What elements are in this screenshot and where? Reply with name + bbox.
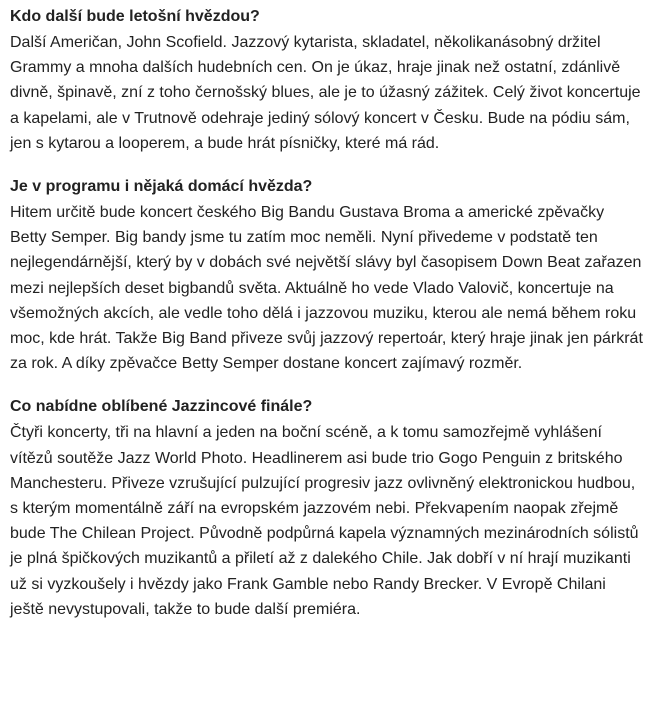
question-heading: Kdo další bude letošní hvězdou? [10, 8, 260, 25]
qa-section-2 [10, 174, 644, 376]
question-heading: Je v programu i nějaká domácí hvězda? [10, 178, 313, 196]
qa-section-1 [10, 4, 644, 156]
qa-section-3 [10, 394, 644, 622]
answer-paragraph: Čtyři koncerty, tři na hlavní a jeden na boční scéně, a k tomu samozřejmě vyhlášení vítězů soutěže Jazz World Photo. Headlinerem asi bude trio Gogo Penguin z britského Manchesteru. Přiveze vzrušující pulzující progresiv jazz ovlivněný elektronickou hudbou, s kterým momentálně září na evropském jazzovém nebi. Překvapením naopak zřejmě bude The Chilean Project. Původně podpůrná kapela významných mezinárodních sólistů je plná špičkových muzikantů a přiletí až z dalekého Chile. Jak dobří v ní hrají muzikanti už si vyzkoušely i hvězdy jako Frank Gamble nebo Randy Brecker. V Evropě Chilani ještě nevystupovali, takže to bude další premiéra. [10, 424, 639, 618]
answer-paragraph: Další Američan, John Scofield. Jazzový kytarista, skladatel, několikanásobný držitel Grammy a mnoha dalších hudebních cen. On je úkaz, hraje jinak než ostatní, zdánlivě divně, špinavě, zní z toho černošský blues, ale je to úžasný zážitek. Celý život koncertuje a kapelami, ale v Trutnově odehraje jediný sólový koncert v Česku. Bude na pódiu sám, jen s kytarou a looperem, a bude hrát písničky, které má rád. [10, 34, 641, 152]
answer-paragraph: Hitem určitě bude koncert českého Big Bandu Gustava Broma a americké zpěvačky Betty Semper. Big bandy jsme tu zatím moc neměli. Nyní přivedeme v podstatě ten nejlegendárnější, který by v dobách své největší slávy byl časopisem Down Beat zařazen mezi nejlepších deset bigbandů světa. Aktuálně ho vede Vlado Valovič, koncertuje na všemožných akcích, ale vedle toho dělá i jazzovou muziku, kterou ale nemá během roku moc, kde hrát. Takže Big Band přiveze svůj jazzový repertoár, který hraje jinak jen párkrát za rok. A díky zpěvačce Betty Semper dostane koncert zajímavý rozměr. [10, 204, 643, 373]
question-heading: Co nabídne oblíbené Jazzincové finále? [10, 398, 313, 416]
